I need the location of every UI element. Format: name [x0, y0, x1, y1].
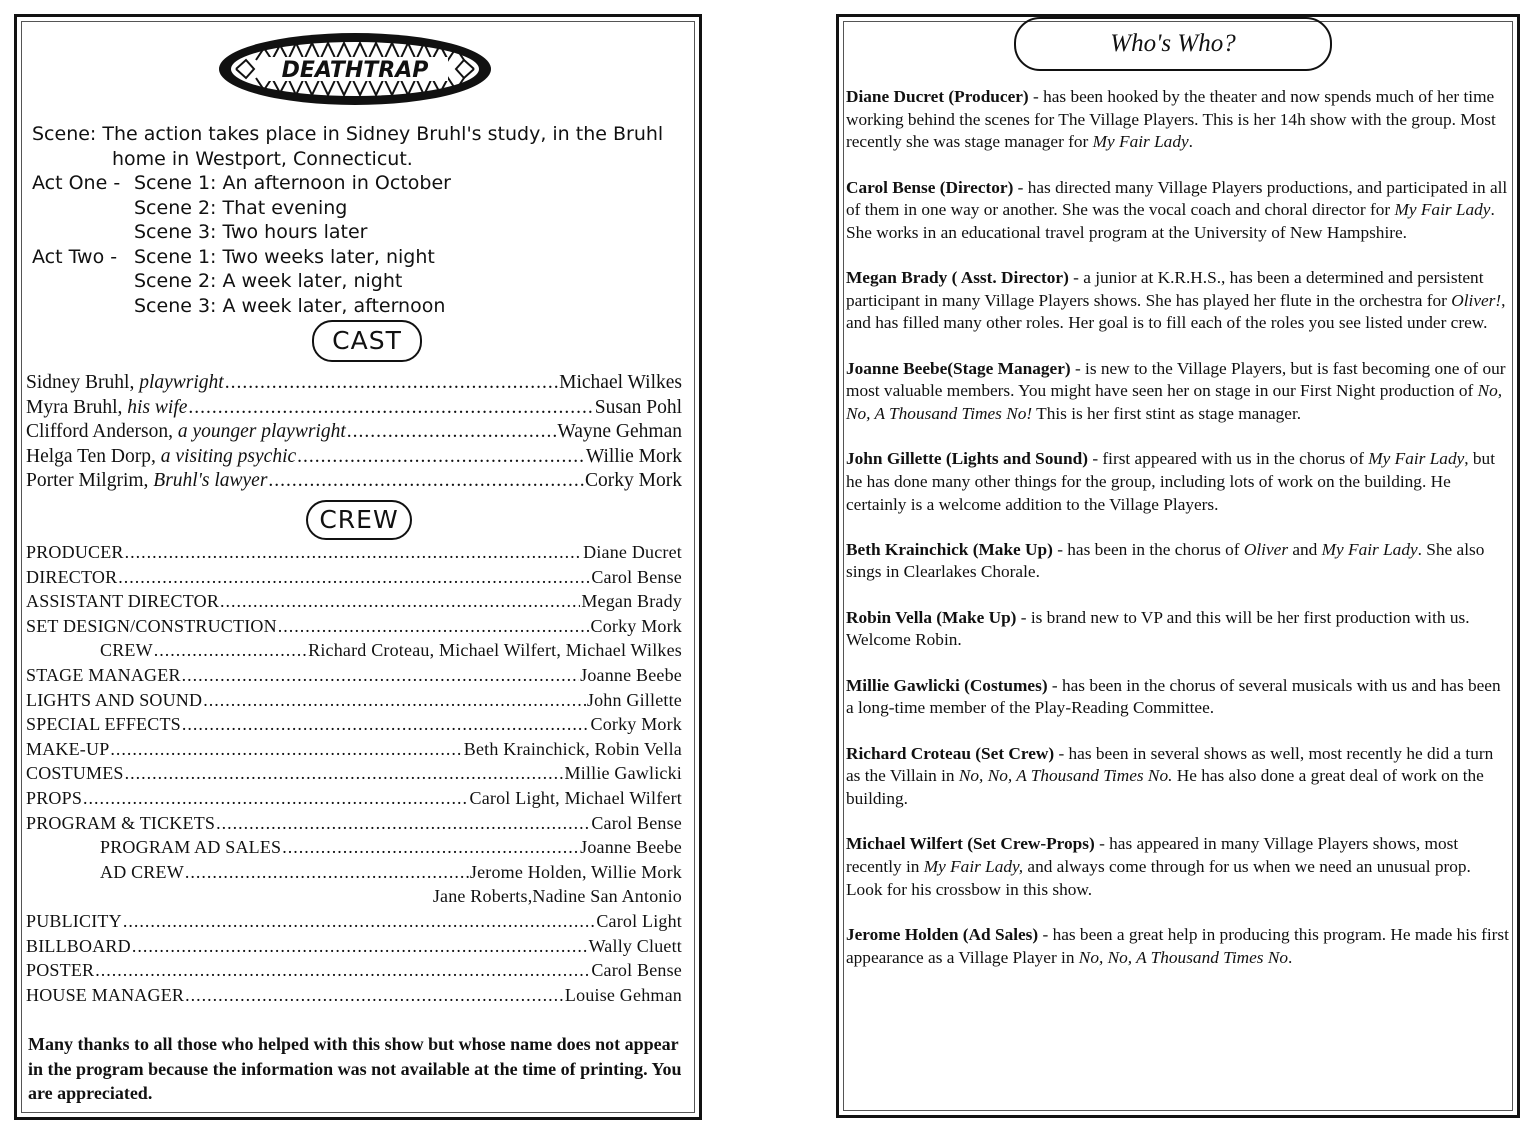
character-name: Porter Milgrim,: [26, 470, 149, 491]
crew-member: Richard Croteau, Michael Wilfert, Michael Wilkes: [308, 640, 682, 661]
bio-text: .: [1288, 947, 1293, 967]
deathtrap-title-badge: [216, 30, 494, 108]
crew-row: [26, 934, 682, 959]
crew-role: MAKE-UP: [26, 738, 110, 759]
crew-row: [26, 688, 682, 713]
crew-member: Beth Krainchick, Robin Vella: [463, 738, 682, 759]
bio-name: Diane Ducret (Producer): [846, 87, 1029, 106]
crew-row: [26, 958, 682, 983]
crew-member: Megan Brady: [581, 591, 682, 612]
cast-row: [26, 445, 682, 470]
crew-row: [26, 565, 682, 590]
bio-text: . She works in an educational travel program at the University of New Hampshire.: [846, 200, 1495, 242]
crew-row: [26, 786, 682, 811]
character-name: Clifford Anderson,: [26, 421, 173, 442]
cast-row: [26, 469, 682, 494]
crew-role: PUBLICITY: [26, 910, 122, 931]
crew-role: PROGRAM & TICKETS: [26, 812, 216, 833]
scene-description: [14, 122, 674, 318]
crew-member: Carol Bense: [591, 812, 682, 833]
bio-entry: [846, 743, 1510, 811]
show-title-ref: No, No, A Thousand Times No.: [958, 766, 1173, 786]
bio-text: - is brand new to VP and this will be her first production with us. Welcome Robin.: [846, 607, 1470, 650]
actor-name: Susan Pohl: [594, 396, 682, 418]
bio-entry: [846, 86, 1510, 154]
crew-member: Carol Bense: [591, 960, 682, 981]
crew-role: HOUSE MANAGER: [26, 984, 185, 1005]
bio-text: He has also done a great deal of work on the building.: [846, 766, 1484, 809]
crew-role: ASSISTANT DIRECTOR: [26, 591, 220, 612]
act-one-scene-2: Scene 2: That evening: [134, 196, 348, 219]
crew-row: [26, 540, 682, 565]
crew-row: [26, 860, 682, 885]
bio-text: , and has filled many other roles. Her goal is to fill each of the roles you see listed under crew.: [846, 290, 1506, 333]
crew-member: Carol Light: [596, 910, 682, 931]
crew-row: [26, 909, 682, 934]
bio-text: - has been a great help in producing this program. He made his first appearance as a Village Player in: [846, 925, 1509, 967]
crew-member: Jane Roberts,Nadine San Antonio: [432, 886, 682, 907]
crew-role: POSTER: [26, 960, 95, 981]
act-two-scene-1: Scene 1: Two weeks later, night: [134, 245, 435, 268]
crew-row: [26, 737, 682, 762]
show-title-ref: My Fair Lady: [1092, 132, 1189, 152]
crew-member: Carol Light, Michael Wilfert: [469, 787, 682, 808]
crew-list: [26, 540, 682, 1007]
show-title: DEATHTRAP: [281, 58, 429, 83]
act-two-scene-2: Scene 2: A week later, night: [134, 270, 403, 292]
crew-role: BILLBOARD: [26, 935, 131, 956]
bio-text: , but he has done many other things for the group, including lots of work on the building. He certainly is a welcome addition to the Village Players.: [846, 449, 1495, 514]
crew-role: CREW: [100, 640, 153, 661]
crew-role: COSTUMES: [26, 763, 124, 784]
bio-text: - has been hooked by the theater and now spends much of her time working behind the scenes for The Village Players. This is her 14h show with the group. Most recently she was stage manager for: [846, 87, 1496, 152]
bio-text: - has appeared in many Village Players shows, most recently in: [846, 834, 1459, 877]
act-two-scene-3: Scene 3: A week later, afternoon: [134, 294, 446, 317]
act-one-scene-3: Scene 3: Two hours later: [134, 221, 368, 243]
show-title-ref: Oliver: [1243, 539, 1289, 559]
crew-member: Wally Cluett: [588, 935, 682, 956]
bio-entry: [846, 539, 1510, 584]
character-role: his wife: [127, 396, 188, 418]
crew-row: [26, 638, 682, 663]
crew-heading: CREW: [306, 500, 412, 540]
bio-name: Beth Krainchick (Make Up): [846, 539, 1053, 559]
crew-member: Corky Mork: [590, 615, 682, 636]
bio-entry: [846, 177, 1510, 245]
crew-role: PROGRAM AD SALES: [100, 837, 282, 858]
show-title-ref: My Fair Lady: [1368, 449, 1465, 469]
bio-entry: [846, 358, 1510, 426]
crew-row: [26, 835, 682, 860]
crew-row: [26, 589, 682, 614]
show-title-ref: My Fair Lady: [1321, 539, 1418, 559]
cast-row: [26, 396, 682, 421]
bio-text: - is new to the Village Players, but is fast becoming one of our most valuable members. You might have seen her on stage in our First Night production of: [846, 358, 1506, 401]
crew-row: [26, 712, 682, 737]
crew-member: Joanne Beebe: [580, 664, 682, 685]
bio-text: .: [1188, 132, 1193, 152]
actor-name: Willie Mork: [585, 445, 682, 467]
bio-name: Jerome Holden (Ad Sales): [846, 925, 1039, 944]
character-role: playwright: [139, 372, 224, 393]
crew-role: SET DESIGN/CONSTRUCTION: [26, 615, 277, 636]
crew-role: SPECIAL EFFECTS: [26, 714, 181, 735]
crew-role: STAGE MANAGER: [26, 664, 181, 685]
show-title-ref: My Fair Lady,: [923, 857, 1024, 877]
character-role: Bruhl's lawyer: [153, 470, 268, 491]
cast-heading: CAST: [312, 320, 422, 362]
crew-role: DIRECTOR: [26, 566, 118, 587]
bio-entry: [846, 833, 1510, 901]
show-title-ref: My Fair Lady: [1394, 200, 1491, 220]
crew-member: Diane Ducret: [583, 542, 682, 562]
bio-text: - has been in the chorus of several musicals with us and has been a long-time member of the Play-Reading Committee.: [846, 675, 1501, 718]
bio-name: Robin Vella (Make Up): [846, 607, 1017, 627]
cast-list: [26, 371, 682, 494]
bio-text: - a junior at K.R.H.S., has been a determined and persistent participant in many Village Players shows. She has played her flute in the orchestra for: [846, 268, 1484, 310]
crew-row: [26, 663, 682, 688]
scene-line-1: Scene: The action takes place in Sidney Bruhl's study, in the Bruhl: [32, 123, 664, 145]
crew-row: [26, 614, 682, 639]
crew-role: PROPS: [26, 787, 83, 808]
crew-member: Corky Mork: [590, 714, 682, 735]
crew-role: LIGHTS AND SOUND: [26, 689, 203, 710]
bios-section: [846, 86, 1510, 992]
bio-name: Michael Wilfert (Set Crew-Props): [846, 834, 1095, 854]
bio-text: and always come through for us when we need an unusual prop. Look for his crossbow in this show.: [846, 857, 1471, 899]
crew-member: Carol Bense: [591, 566, 682, 587]
crew-row-continued: [26, 884, 682, 909]
bio-text: - has been in the chorus of: [1052, 539, 1244, 559]
bio-text: - has directed many Village Players productions, and participated in all of them in one way or another. She was the vocal coach and choral director for: [846, 177, 1508, 220]
crew-row: [26, 761, 682, 786]
bio-text: . She also sings in Clearlakes Chorale.: [846, 539, 1485, 582]
actor-name: Corky Mork: [585, 470, 682, 491]
show-title-ref: No, No, A Thousand Times No: [1078, 947, 1288, 967]
act-one-label: Act One -: [32, 172, 121, 194]
crew-member: John Gillette: [586, 689, 682, 710]
act-two-label: Act Two -: [32, 245, 118, 268]
crew-role: PRODUCER: [26, 542, 124, 562]
bio-text: This is her first stint as stage manager.: [1032, 403, 1302, 423]
crew-member: Joanne Beebe: [580, 837, 682, 858]
bio-entry: [846, 448, 1510, 516]
character-name: Sidney Bruhl,: [26, 372, 135, 393]
character-role: a visiting psychic: [160, 445, 297, 467]
act-one-scene-1: Scene 1: An afternoon in October: [134, 172, 451, 194]
scene-line-2: home in Westport, Connecticut.: [112, 147, 413, 170]
character-name: Myra Bruhl,: [26, 396, 123, 418]
bio-entry: [846, 924, 1510, 969]
show-title-ref: Oliver!: [1451, 290, 1502, 310]
thanks-note: Many thanks to all those who helped with this show but whose name does not appear in the program because the information was not available at the time of printing. You are appreciated.: [28, 1034, 682, 1103]
crew-role: AD CREW: [100, 861, 184, 882]
bio-entry: [846, 607, 1510, 652]
bio-text: - first appeared with us in the chorus of: [1088, 449, 1369, 469]
actor-name: Michael Wilkes: [559, 372, 682, 393]
bio-name: John Gillette (Lights and Sound): [846, 449, 1088, 469]
bio-name: Megan Brady ( Asst. Director): [846, 268, 1069, 288]
actor-name: Wayne Gehman: [557, 421, 682, 442]
bio-name: Carol Bense (Director): [846, 177, 1014, 197]
crew-member: Jerome Holden, Willie Mork: [469, 861, 682, 882]
character-name: Helga Ten Dorp,: [26, 445, 156, 467]
bio-text: and: [1288, 539, 1322, 559]
bio-name: Richard Croteau (Set Crew): [846, 743, 1055, 763]
bio-name: Joanne Beebe(Stage Manager): [846, 358, 1071, 378]
bio-entry: [846, 675, 1510, 720]
cast-row: [26, 371, 682, 396]
crew-member: Millie Gawlicki: [564, 763, 682, 784]
bio-text: - has been in several shows as well, most recently he did a turn as the Villain in: [846, 743, 1494, 786]
crew-member: Louise Gehman: [564, 984, 682, 1005]
character-role: a younger playwright: [177, 421, 346, 442]
crew-row: [26, 811, 682, 836]
whos-who-heading: Who's Who?: [1014, 17, 1332, 71]
crew-row: [26, 983, 682, 1008]
show-title-ref: No, No, A Thousand Times No!: [846, 381, 1503, 423]
bio-entry: [846, 267, 1510, 335]
bio-name: Millie Gawlicki (Costumes): [846, 675, 1048, 695]
cast-row: [26, 420, 682, 445]
